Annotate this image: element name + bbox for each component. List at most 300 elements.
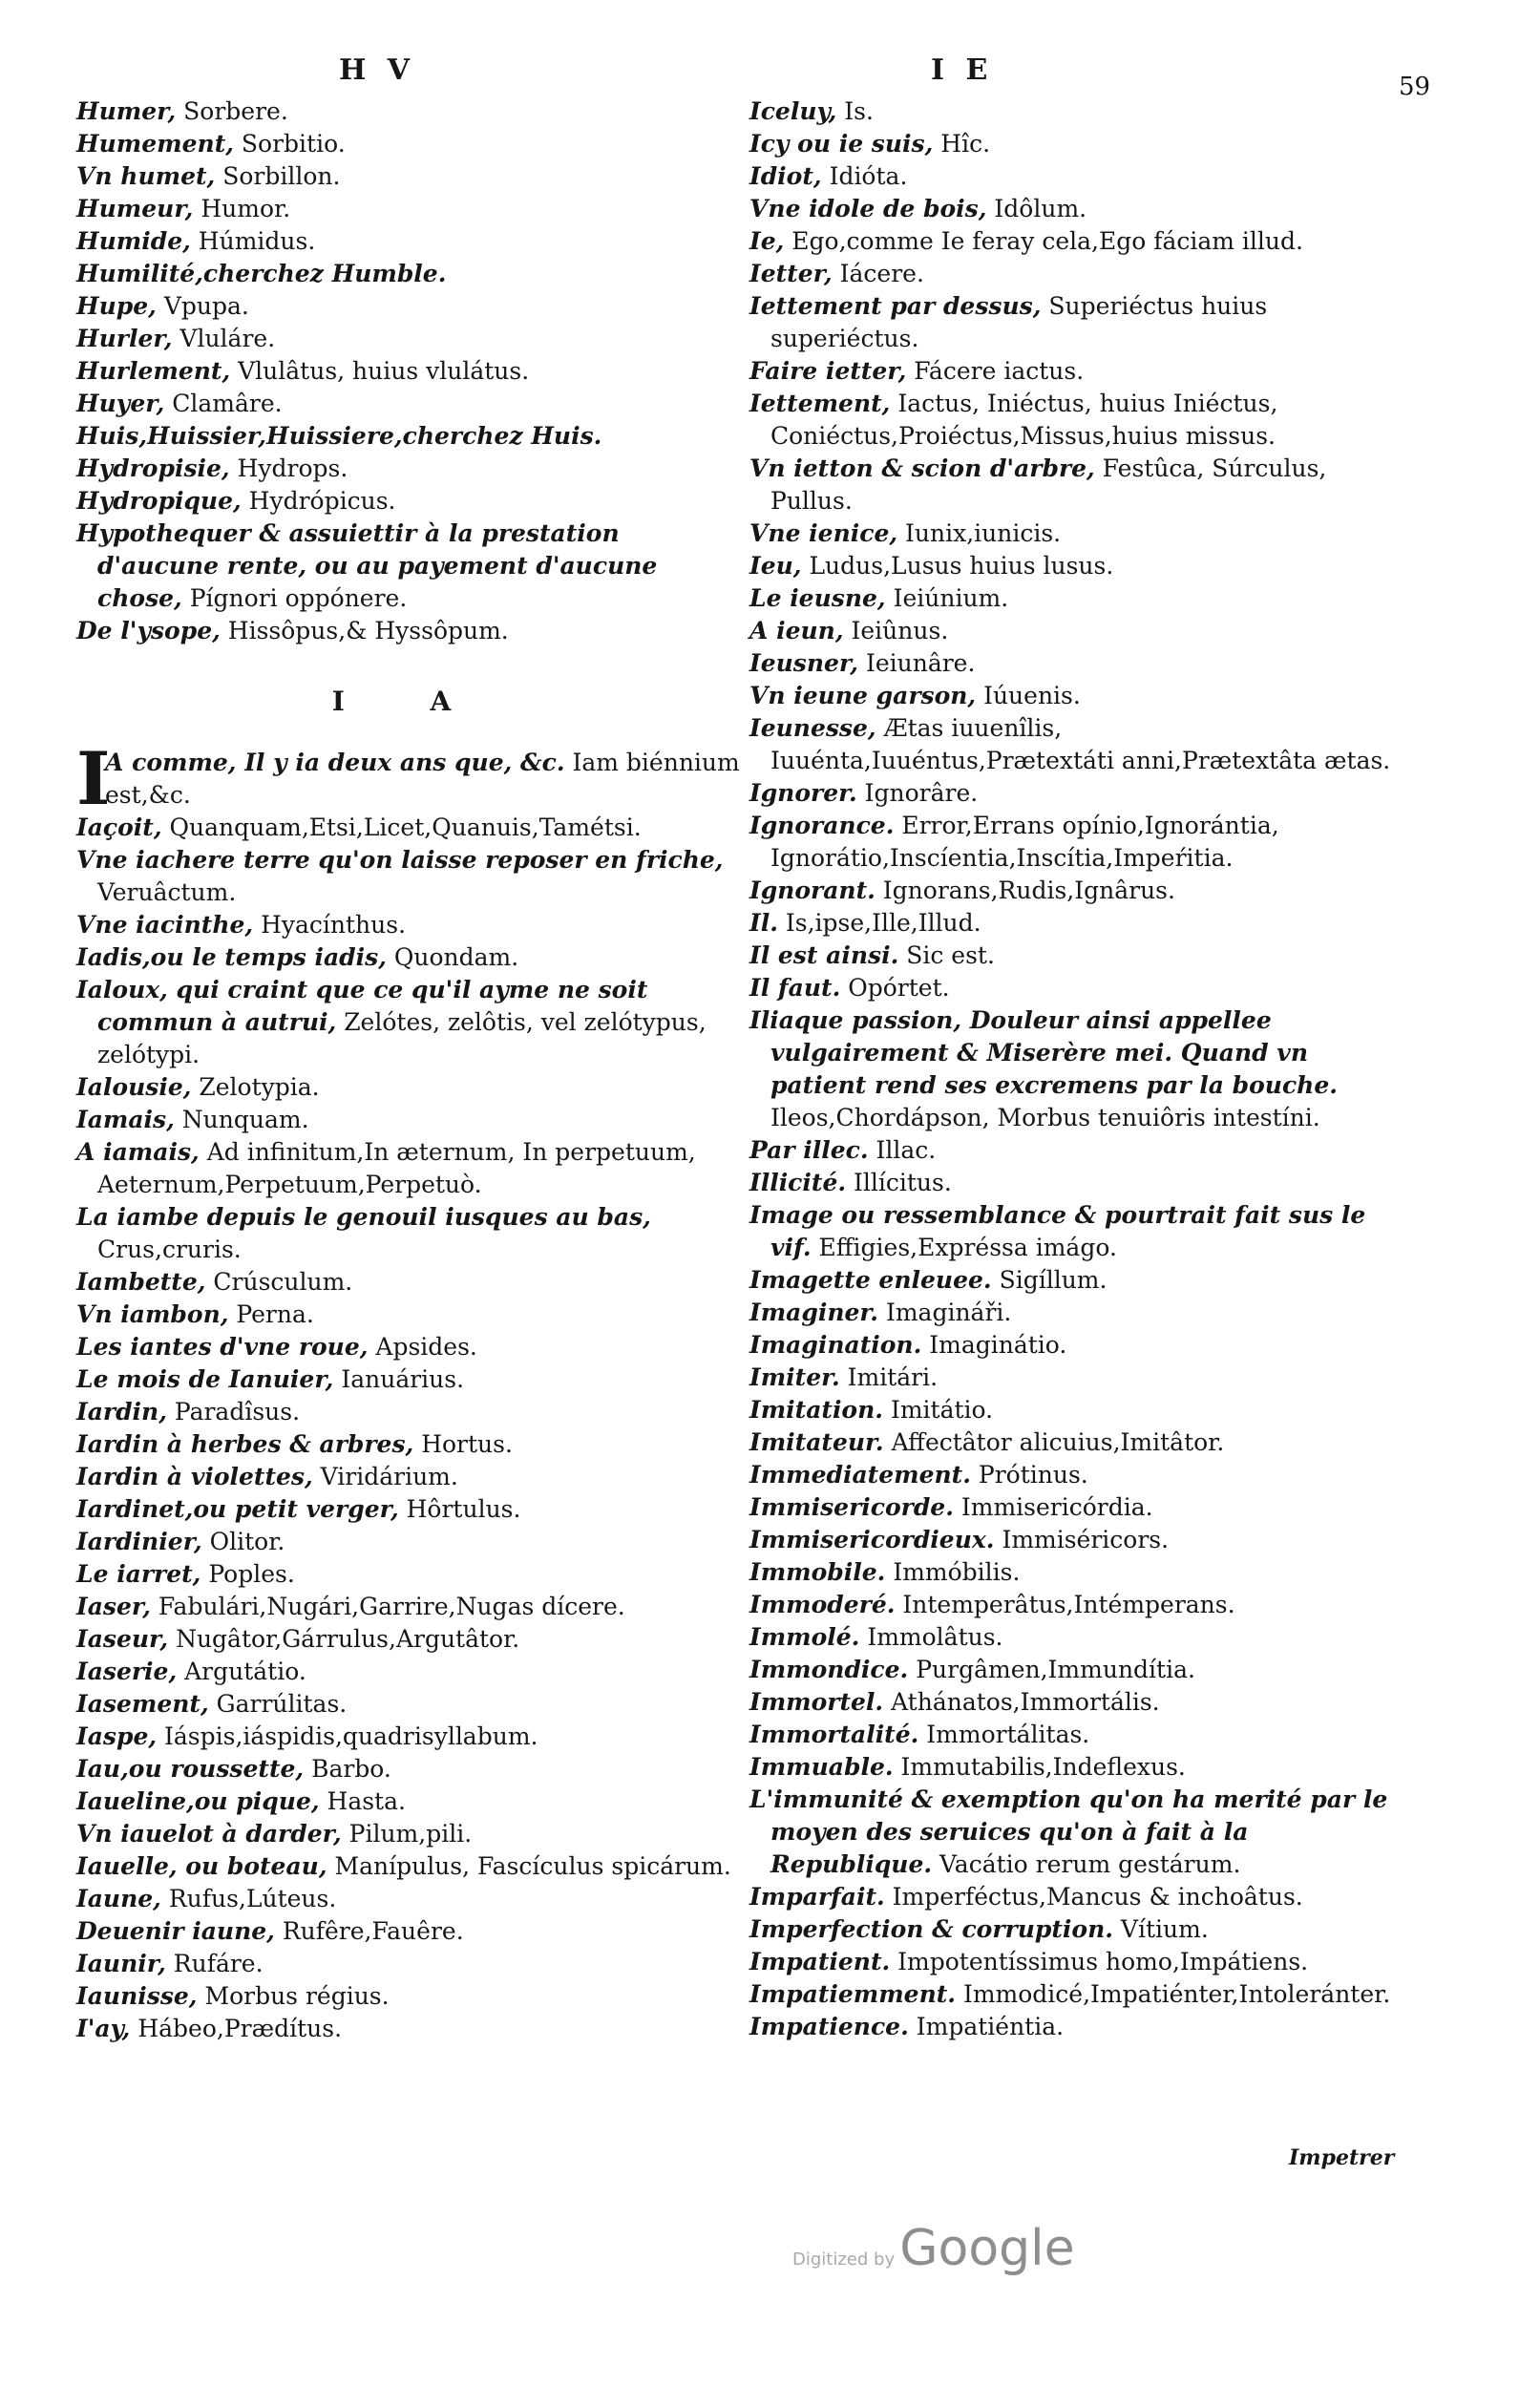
latin-gloss: Zelotypia. xyxy=(199,1073,320,1101)
latin-gloss: Vítium. xyxy=(1120,1915,1209,1943)
latin-gloss: Rufáre. xyxy=(173,1950,264,1977)
headword: De l'ysope, xyxy=(76,617,221,644)
dictionary-entry xyxy=(76,1331,745,1363)
dictionary-entry xyxy=(76,518,745,615)
latin-gloss: Sorbitio. xyxy=(241,130,346,158)
right-column xyxy=(749,95,1408,2043)
dictionary-entry xyxy=(749,160,1408,193)
left-column xyxy=(76,95,745,2045)
latin-gloss: Rufus,Lúteus. xyxy=(168,1885,337,1912)
latin-gloss: Ileos,Chordápson, Morbus tenuiôris intestíni. xyxy=(770,1104,1320,1131)
headword: Iau,ou roussette, xyxy=(76,1755,305,1783)
dictionary-entry xyxy=(749,1426,1408,1459)
latin-gloss: Fabulári,Nugári,Garrire,Nugas dícere. xyxy=(158,1593,625,1620)
latin-gloss: Nugâtor,Gárrulus,Argutâtor. xyxy=(176,1625,520,1653)
dictionary-entry xyxy=(76,1071,745,1104)
headword: Hupe, xyxy=(76,292,157,320)
headword: Iettement par dessus, xyxy=(749,292,1042,320)
headword: Hydropique, xyxy=(76,487,242,515)
dictionary-entry xyxy=(749,453,1408,518)
headword: Vne iachere terre qu'on laisse reposer en friche, xyxy=(76,846,724,874)
headword: Vn iambon, xyxy=(76,1300,229,1328)
headword: Iaçoit, xyxy=(76,813,162,841)
dictionary-entry xyxy=(749,1459,1408,1491)
latin-gloss: Sorbillon. xyxy=(222,162,341,190)
latin-gloss: Is,ipse,Ille,Illud. xyxy=(785,909,981,937)
latin-gloss: Clamâre. xyxy=(172,390,283,417)
dictionary-entry xyxy=(76,258,745,290)
latin-gloss: Festûca, Súrculus, Pullus. xyxy=(770,454,1327,515)
latin-gloss: Hábeo,Prædítus. xyxy=(137,2015,343,2042)
dictionary-entry xyxy=(749,1394,1408,1426)
headword: Illicité. xyxy=(749,1169,847,1196)
latin-gloss: Hydrópicus. xyxy=(248,487,396,515)
headword: Iasement, xyxy=(76,1690,209,1718)
dictionary-entry xyxy=(749,1946,1408,1978)
dictionary-entry xyxy=(749,1004,1408,1134)
dictionary-entry xyxy=(76,1299,745,1331)
latin-gloss: Quondam. xyxy=(393,943,519,971)
dictionary-entry xyxy=(749,1556,1408,1589)
dictionary-entry xyxy=(749,1297,1408,1329)
dictionary-entry xyxy=(749,388,1408,453)
dictionary-entry xyxy=(76,485,745,518)
headword: Immortel. xyxy=(749,1688,884,1716)
dictionary-entry xyxy=(749,1491,1408,1524)
headword: Imaginer. xyxy=(749,1299,878,1326)
dictionary-entry xyxy=(76,453,745,485)
latin-gloss: Hortus. xyxy=(421,1430,513,1458)
headword: Vne idole de bois, xyxy=(749,195,987,222)
dictionary-entry xyxy=(749,582,1408,615)
headword: Humer, xyxy=(76,97,177,125)
latin-gloss: Hôrtulus. xyxy=(406,1495,521,1523)
headword: Iambette, xyxy=(76,1268,206,1296)
headword: Imagination. xyxy=(749,1331,922,1359)
headword: Ieunesse, xyxy=(749,714,876,742)
headword: Humilité,cherchez Humble. xyxy=(76,260,447,287)
headword: Ignorance. xyxy=(749,812,895,839)
headword: Idiot, xyxy=(749,162,822,190)
headword: Humeur, xyxy=(76,195,194,222)
dictionary-entry xyxy=(76,420,745,453)
dictionary-entry xyxy=(76,1461,745,1493)
latin-gloss: Purgâmen,Immundítia. xyxy=(916,1656,1195,1683)
latin-gloss: Error,Errans opínio,Ignorántia, Ignorátio,Inscíentia,Inscítia,Impeŕitia. xyxy=(770,812,1279,872)
latin-gloss: Iácere. xyxy=(839,260,924,287)
latin-gloss: Ieiunâre. xyxy=(865,649,976,677)
section-heading-ia: I A xyxy=(331,686,490,717)
latin-gloss: Iam biénnium est,&c. xyxy=(105,749,740,809)
latin-gloss: Humor. xyxy=(200,195,291,222)
headword: Impatiemment. xyxy=(749,1980,957,2008)
headword: Ialoux, qui craint que ce qu'il ayme ne soit commun à autrui, xyxy=(76,976,648,1036)
headword: Impatient. xyxy=(749,1948,891,1975)
headword: Iamais, xyxy=(76,1106,175,1133)
dictionary-entry xyxy=(76,844,745,909)
right-entries-list xyxy=(749,95,1408,2043)
latin-gloss: Illac. xyxy=(875,1136,937,1164)
dictionary-entry xyxy=(76,1558,745,1591)
headword: Hydropisie, xyxy=(76,454,230,482)
headword: Ieu, xyxy=(749,552,802,580)
headword: Imitation. xyxy=(749,1396,883,1424)
headword: Vn ietton & scion d'arbre, xyxy=(749,454,1095,482)
dictionary-entry xyxy=(76,1591,745,1623)
dictionary-entry xyxy=(749,875,1408,907)
headword: A iamais, xyxy=(76,1138,200,1166)
running-header-right: I E xyxy=(931,53,994,87)
latin-gloss: Idôlum. xyxy=(994,195,1087,222)
latin-gloss: Iáspis,iáspidis,quadrisyllabum. xyxy=(164,1722,538,1750)
headword: Il faut. xyxy=(749,974,841,1002)
headword: Immisericorde. xyxy=(749,1493,954,1521)
latin-gloss: Paradîsus. xyxy=(174,1398,301,1426)
latin-gloss: Idióta. xyxy=(829,162,908,190)
headword: Ie, xyxy=(749,227,785,255)
latin-gloss: Manípulus, Fascículus spicárum. xyxy=(334,1852,731,1880)
headword: Iaunir, xyxy=(76,1950,166,1977)
headword: Vn iauelot à darder, xyxy=(76,1820,342,1848)
dictionary-entry xyxy=(76,974,745,1071)
dictionary-entry xyxy=(749,1784,1408,1881)
headword: Iettement, xyxy=(749,390,891,417)
latin-gloss: Ieiúnium. xyxy=(893,584,1009,612)
headword: Le ieusne, xyxy=(749,584,886,612)
dictionary-entry xyxy=(76,1948,745,1980)
latin-gloss: Intemperâtus,Intémperans. xyxy=(902,1591,1235,1618)
headword: Huyer, xyxy=(76,390,165,417)
headword: Faire ietter, xyxy=(749,357,907,385)
latin-gloss: Immiséricors. xyxy=(1002,1526,1170,1553)
headword: Immisericordieux. xyxy=(749,1526,995,1553)
headword: Ialousie, xyxy=(76,1073,192,1101)
dictionary-entry xyxy=(749,1524,1408,1556)
latin-gloss: Immodicé,Impatiénter,Intoleránter. xyxy=(962,1980,1391,2008)
latin-gloss: Sorbere. xyxy=(183,97,288,125)
headword: Iaseur, xyxy=(76,1625,169,1653)
dictionary-entry xyxy=(76,225,745,258)
dictionary-entry xyxy=(76,1201,745,1266)
latin-gloss: Húmidus. xyxy=(198,227,316,255)
dictionary-entry xyxy=(749,355,1408,388)
dictionary-entry xyxy=(749,518,1408,550)
headword: Hurler, xyxy=(76,325,173,352)
headword: A ieun, xyxy=(749,617,844,644)
headword: Immoderé. xyxy=(749,1591,896,1618)
dictionary-entry xyxy=(749,2011,1408,2043)
latin-gloss: Is. xyxy=(844,97,874,125)
headword: Iaueline,ou pique, xyxy=(76,1787,320,1815)
latin-gloss: Immóbilis. xyxy=(893,1558,1021,1586)
dictionary-entry xyxy=(76,1753,745,1785)
dictionary-entry xyxy=(76,1850,745,1883)
headword: Iceluy, xyxy=(749,97,837,125)
page-number: 59 xyxy=(1399,73,1431,101)
dictionary-entry xyxy=(749,810,1408,875)
dictionary-entry xyxy=(749,95,1408,128)
headword: Immolé. xyxy=(749,1623,860,1651)
latin-gloss: Ludus,Lusus huius lusus. xyxy=(809,552,1114,580)
headword: Imperfection & corruption. xyxy=(749,1915,1113,1943)
headword: Iliaque passion, Douleur ainsi appellee vulgairement & Miserère mei. Quand vn patient rend ses excremens par la bouche. xyxy=(749,1006,1338,1099)
dictionary-entry xyxy=(76,1623,745,1656)
drop-cap: I xyxy=(76,736,111,821)
headword: Huis,Huissier,Huissiere,cherchez Huis. xyxy=(76,422,602,450)
dictionary-entry xyxy=(749,1719,1408,1751)
dictionary-entry xyxy=(749,1134,1408,1167)
latin-gloss: Vacátio rerum gestárum. xyxy=(939,1850,1241,1878)
latin-gloss: Ianuárius. xyxy=(341,1365,465,1393)
dictionary-entry xyxy=(749,972,1408,1004)
latin-gloss: Impatiéntia. xyxy=(916,2013,1065,2040)
latin-gloss: Immisericórdia. xyxy=(960,1493,1153,1521)
headword: Ietter, xyxy=(749,260,833,287)
headword: A comme, Il y ia deux ans que, &c. xyxy=(105,749,565,776)
headword: Iardinier, xyxy=(76,1528,202,1555)
latin-gloss: Pígnori oppónere. xyxy=(189,584,408,612)
latin-gloss: Ad infinitum,In æternum, In perpetuum, Aeternum,Perpetuum,Perpetuò. xyxy=(97,1138,696,1198)
latin-gloss: Sic est. xyxy=(906,941,995,969)
dictionary-entry xyxy=(749,1654,1408,1686)
ia-entries-list xyxy=(76,812,745,2045)
dictionary-entry xyxy=(749,907,1408,940)
latin-gloss: Pilum,pili. xyxy=(348,1820,473,1848)
dictionary-entry xyxy=(749,1329,1408,1362)
headword: I'ay, xyxy=(76,2015,131,2042)
latin-gloss: Ætas iuuenîlis, Iuuénta,Iuuéntus,Prætextáti anni,Prætextâta ætas. xyxy=(770,714,1391,774)
dictionary-entry xyxy=(76,812,745,844)
headword: Imparfait. xyxy=(749,1883,885,1911)
dictionary-entry xyxy=(749,1589,1408,1621)
latin-gloss: Fácere iactus. xyxy=(914,357,1085,385)
dictionary-entry xyxy=(76,909,745,941)
headword: Iaunisse, xyxy=(76,1982,198,2010)
latin-gloss: Morbus régius. xyxy=(204,1982,390,2010)
digitized-watermark xyxy=(792,2220,1075,2277)
dictionary-entry xyxy=(76,1883,745,1915)
dictionary-entry xyxy=(749,1751,1408,1784)
dictionary-entry xyxy=(749,615,1408,647)
ia-first-entry xyxy=(76,736,745,821)
latin-gloss: Garrúlitas. xyxy=(216,1690,348,1718)
headword: Iaserie, xyxy=(76,1658,178,1685)
dictionary-entry xyxy=(76,1656,745,1688)
dictionary-entry xyxy=(749,1199,1408,1264)
headword: Humide, xyxy=(76,227,191,255)
headword: Vn humet, xyxy=(76,162,216,190)
headword: Il est ainsi. xyxy=(749,941,899,969)
latin-gloss: Affectâtor alicuius,Imitâtor. xyxy=(891,1428,1225,1456)
latin-gloss: Quanquam,Etsi,Licet,Quanuis,Tamétsi. xyxy=(169,813,642,841)
headword: Deuenir iaune, xyxy=(76,1917,275,1945)
latin-gloss: Imagináři. xyxy=(885,1299,1012,1326)
latin-gloss: Immortálitas. xyxy=(926,1721,1090,1748)
digitized-by-text: Digitized by xyxy=(792,2250,896,2270)
dictionary-entry xyxy=(76,128,745,160)
headword: Hurlement, xyxy=(76,357,231,385)
dictionary-entry xyxy=(749,290,1408,355)
latin-gloss: Impotentíssimus homo,Impátiens. xyxy=(897,1948,1309,1975)
latin-gloss: Imitátio. xyxy=(890,1396,994,1424)
catchword: Impetrer xyxy=(1289,2145,1395,2170)
headword: Iardin à violettes, xyxy=(76,1463,313,1490)
latin-gloss: Imitári. xyxy=(847,1363,939,1391)
latin-gloss: Nunquam. xyxy=(181,1106,309,1133)
latin-gloss: Vlulâtus, huius vlulátus. xyxy=(238,357,530,385)
latin-gloss: Imaginátio. xyxy=(929,1331,1067,1359)
dictionary-entry xyxy=(749,1362,1408,1394)
latin-gloss: Apsides. xyxy=(375,1333,477,1361)
headword: Immuable. xyxy=(749,1753,894,1781)
headword: Les iantes d'vne roue, xyxy=(76,1333,369,1361)
dictionary-entry xyxy=(76,355,745,388)
headword: Ignorer. xyxy=(749,779,857,807)
dictionary-entry xyxy=(76,1526,745,1558)
latin-gloss: Barbo. xyxy=(311,1755,391,1783)
headword: Ignorant. xyxy=(749,877,875,904)
latin-gloss: Ieiûnus. xyxy=(851,617,949,644)
headword: Iardin, xyxy=(76,1398,167,1426)
dictionary-entry xyxy=(76,290,745,323)
latin-gloss: Immutabilis,Indeflexus. xyxy=(900,1753,1186,1781)
latin-gloss: Viridárium. xyxy=(320,1463,458,1490)
dictionary-entry xyxy=(749,1881,1408,1913)
headword: Imagette enleuee. xyxy=(749,1266,992,1294)
dictionary-entry xyxy=(749,777,1408,810)
dictionary-entry xyxy=(76,1266,745,1299)
headword: Il. xyxy=(749,909,778,937)
latin-gloss: Hasta. xyxy=(327,1787,406,1815)
dictionary-entry xyxy=(76,160,745,193)
headword: Imiter. xyxy=(749,1363,840,1391)
dictionary-entry xyxy=(749,128,1408,160)
dictionary-entry xyxy=(76,1136,745,1201)
headword: Vne iacinthe, xyxy=(76,911,254,939)
headword: Vn ieune garson, xyxy=(749,682,977,709)
headword: Icy ou ie suis, xyxy=(749,130,934,158)
dictionary-entry xyxy=(76,1785,745,1818)
latin-gloss: Zelótes, zelôtis, vel zelótypus, zelótypi. xyxy=(97,1008,707,1068)
latin-gloss: Argutátio. xyxy=(184,1658,306,1685)
headword: Le mois de Ianuier, xyxy=(76,1365,334,1393)
headword: Immobile. xyxy=(749,1558,886,1586)
latin-gloss: Vluláre. xyxy=(179,325,276,352)
headword: Immediatement. xyxy=(749,1461,971,1489)
latin-gloss: Perna. xyxy=(236,1300,314,1328)
headword: Iadis,ou le temps iadis, xyxy=(76,943,387,971)
headword: Iardin à herbes & arbres, xyxy=(76,1430,414,1458)
headword: Image ou ressemblance & pourtrait fait sus le vif. xyxy=(749,1201,1366,1261)
latin-gloss: Athánatos,Immortális. xyxy=(891,1688,1160,1716)
h-entries-list xyxy=(76,95,745,647)
headword: Iaser, xyxy=(76,1593,151,1620)
headword: Vne ienice, xyxy=(749,519,898,547)
headword: La iambe depuis le genouil iusques au bas, xyxy=(76,1203,651,1231)
latin-gloss: Ego,comme Ie feray cela,Ego fáciam illud. xyxy=(791,227,1303,255)
headword: Immortalité. xyxy=(749,1721,919,1748)
latin-gloss: Effigies,Expréssa imágo. xyxy=(818,1234,1117,1261)
dictionary-entry xyxy=(749,550,1408,582)
latin-gloss: Superiéctus huius superiéctus. xyxy=(770,292,1268,352)
latin-gloss: Crúsculum. xyxy=(213,1268,353,1296)
dictionary-entry xyxy=(76,941,745,974)
latin-gloss: Prótinus. xyxy=(978,1461,1088,1489)
latin-gloss: Crus,cruris. xyxy=(97,1236,242,1263)
latin-gloss: Iunix,iunicis. xyxy=(905,519,1062,547)
headword: Iauelle, ou boteau, xyxy=(76,1852,327,1880)
headword: Imitateur. xyxy=(749,1428,884,1456)
dictionary-entry xyxy=(749,647,1408,680)
dictionary-entry xyxy=(76,1980,745,2013)
dictionary-entry xyxy=(76,1428,745,1461)
dictionary-entry xyxy=(76,615,745,647)
dictionary-entry xyxy=(76,193,745,225)
latin-gloss: Olitor. xyxy=(209,1528,285,1555)
running-header-left: H V xyxy=(339,53,416,87)
dictionary-entry xyxy=(749,712,1408,777)
latin-gloss: Opórtet. xyxy=(848,974,950,1002)
dictionary-entry xyxy=(749,1978,1408,2011)
headword: Par illec. xyxy=(749,1136,869,1164)
google-logo: Google xyxy=(899,2220,1075,2277)
latin-gloss: Sigíllum. xyxy=(999,1266,1108,1294)
latin-gloss: Rufêre,Fauêre. xyxy=(282,1917,464,1945)
latin-gloss: Hyacínthus. xyxy=(261,911,407,939)
dictionary-entry xyxy=(76,1363,745,1396)
dictionary-entry xyxy=(76,388,745,420)
dictionary-entry xyxy=(749,225,1408,258)
headword: Ieusner, xyxy=(749,649,858,677)
dictionary-entry xyxy=(749,1264,1408,1297)
dictionary-entry xyxy=(76,1915,745,1948)
latin-gloss: Iactus, Iniéctus, huius Iniéctus, Coniéctus,Proiéctus,Missus,huius missus. xyxy=(770,390,1278,450)
dictionary-entry xyxy=(76,1818,745,1850)
headword: Impatience. xyxy=(749,2013,909,2040)
dictionary-entry xyxy=(76,2013,745,2045)
dictionary-entry xyxy=(76,1493,745,1526)
latin-gloss: Hydrops. xyxy=(237,454,348,482)
headword: Iaune, xyxy=(76,1885,161,1912)
headword: L'immunité & exemption qu'on ha merité par le moyen des seruices qu'on à fait à la Republique. xyxy=(749,1785,1388,1878)
dictionary-entry xyxy=(749,940,1408,972)
latin-gloss: Veruâctum. xyxy=(97,878,237,906)
latin-gloss: Poples. xyxy=(208,1560,295,1588)
latin-gloss: Ignorâre. xyxy=(864,779,979,807)
headword: Humement, xyxy=(76,130,234,158)
dictionary-entry xyxy=(749,1686,1408,1719)
headword: Le iarret, xyxy=(76,1560,201,1588)
dictionary-entry xyxy=(749,1913,1408,1946)
dictionary-entry xyxy=(749,680,1408,712)
dictionary-entry xyxy=(76,1396,745,1428)
dictionary-entry xyxy=(76,1721,745,1753)
latin-gloss: Hissôpus,& Hyssôpum. xyxy=(227,617,509,644)
latin-gloss: Illícitus. xyxy=(854,1169,952,1196)
headword: Hypothequer & assuiettir à la prestation d'aucune rente, ou au payement d'aucune chose, xyxy=(76,519,658,612)
latin-gloss: Imperféctus,Mancus & inchoâtus. xyxy=(892,1883,1303,1911)
dictionary-entry xyxy=(76,323,745,355)
dictionary-entry xyxy=(76,1104,745,1136)
latin-gloss: Iúuenis. xyxy=(983,682,1081,709)
latin-gloss: Ignorans,Rudis,Ignârus. xyxy=(882,877,1175,904)
dictionary-entry xyxy=(76,1688,745,1721)
latin-gloss: Hîc. xyxy=(940,130,991,158)
dictionary-entry xyxy=(76,95,745,128)
dictionary-entry xyxy=(749,1167,1408,1199)
latin-gloss: Vpupa. xyxy=(163,292,249,320)
dictionary-entry xyxy=(749,258,1408,290)
